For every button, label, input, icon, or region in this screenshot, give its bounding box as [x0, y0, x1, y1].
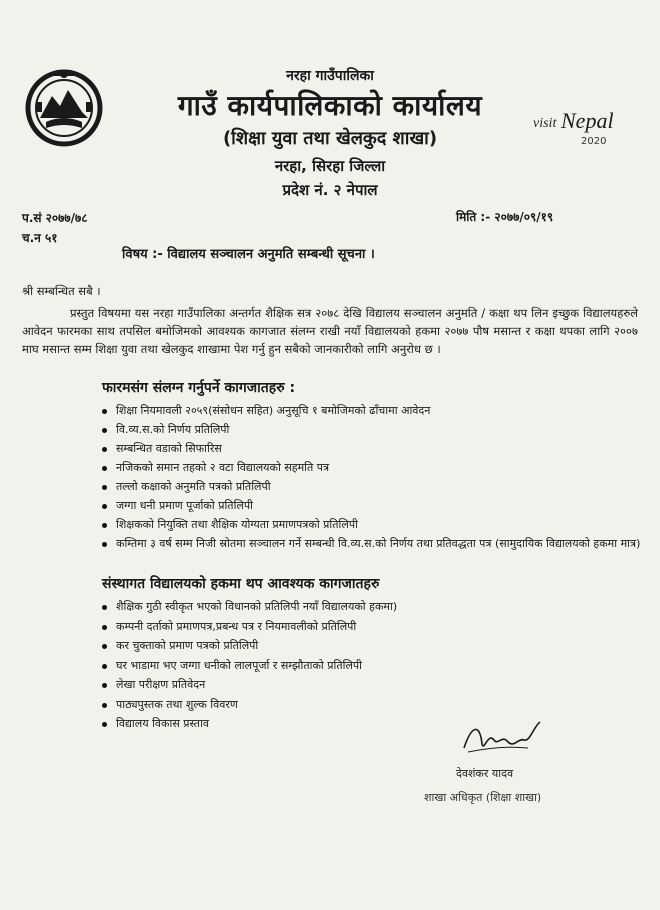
bullet-icon: [102, 504, 107, 509]
visit-nepal-word2: Nepal: [561, 108, 614, 133]
bullet-icon: [102, 485, 107, 490]
body-paragraph: प्रस्तुत विषयमा यस नरहा गाउँपालिका अन्तर्गत शैक्षिक सत्र २०७८ देखि विद्यालय सञ्चालन अनुमति / कक्षा थप लिन इच्छुक विद्यालयहरुले आवेदन फारमका साथ तपसिल बमोजिमको आवश्यक कागजात संलग्न राखी नयाँ विद्यालयको हकमा २०७७ पौष मसान्त र कक्षा थपका लागि २००७ माघ मसान्त सम्म शिक्षा युवा तथा खेलकुद शाखामा पेश गर्नु हुन सबैको जानकारीको लागि अनुरोध छ ।: [22, 306, 638, 356]
office-title: गाउँ कार्यपालिकाको कार्यालय: [177, 89, 483, 122]
section2-title: संस्थागत विद्यालयको हकमा थप आवश्यक कागजातहरु: [102, 576, 380, 592]
signature-scribble: [458, 718, 548, 758]
reference-block: [22, 208, 88, 248]
list-item: शैक्षिक गुठी स्वीकृत भएको विधानको प्रतिलिपी नयाँ विद्यालयको हकमा): [102, 600, 397, 620]
section1-list: [102, 404, 640, 565]
bullet-icon: [102, 644, 107, 649]
province-line: प्रदेश नं. २ नेपाल: [282, 181, 378, 199]
list-item: नजिकको समान तहको २ वटा विद्यालयको सहमति पत्र: [102, 461, 640, 480]
bullet-icon: [102, 466, 107, 471]
list-item: लेखा परीक्षण प्रतिवेदन: [102, 678, 397, 698]
bullet-icon: [102, 664, 107, 669]
bullet-icon: [102, 703, 107, 708]
bullet-icon: [102, 625, 107, 630]
dispatch-number: च.न ५१: [22, 231, 58, 245]
list-item: कम्पनी दर्ताको प्रमाणपत्र,प्रबन्ध पत्र र नियमावलीको प्रतिलिपी: [102, 620, 397, 640]
list-item: घर भाडामा भए जग्गा धनीको लालपूर्जा र सम्झौताको प्रतिलिपी: [102, 659, 397, 679]
list-item: जग्गा धनी प्रमाण पूर्जाको प्रतिलिपी: [102, 499, 640, 518]
list-item: विद्यालय विकास प्रस्ताव: [102, 717, 397, 737]
municipality-name: नरहा गाउँपालिका: [286, 68, 374, 84]
list-item: शिक्षकको नियुक्ति तथा शैक्षिक योग्यता प्रमाणपत्रको प्रतिलिपी: [102, 518, 640, 537]
bullet-icon: [102, 428, 107, 433]
bullet-icon: [102, 722, 107, 727]
district-line: नरहा, सिरहा जिल्ला: [274, 157, 386, 175]
bullet-icon: [102, 542, 107, 547]
list-item: कर चुक्ताको प्रमाण पत्रको प्रतिलिपी: [102, 639, 397, 659]
list-item: शिक्षा नियमावली २०५९(संसोधन सहित) अनुसूचि १ बमोजिमको ढाँचामा आवेदन: [102, 404, 640, 423]
letter-subject: विषय :- विद्यालय सञ्चालन अनुमति सम्बन्धी सूचना ।: [122, 247, 375, 262]
list-item: पाठ्यपुस्तक तथा शुल्क विवरण: [102, 698, 397, 718]
list-item: तल्लो कक्षाको अनुमति पत्रको प्रतिलिपी: [102, 480, 640, 499]
bullet-icon: [102, 683, 107, 688]
bullet-icon: [102, 605, 107, 610]
bullet-icon: [102, 447, 107, 452]
list-item: वि.व्य.स.को निर्णय प्रतिलिपी: [102, 423, 640, 442]
section2-list: [102, 600, 397, 737]
section1-title: फारमसंग संलग्न गर्नुपर्ने कागजातहरु :: [102, 380, 296, 396]
branch-title: (शिक्षा युवा तथा खेलकुद शाखा): [222, 128, 438, 149]
reference-number: प.सं २०७७/७८: [22, 211, 88, 225]
salutation: श्री सम्बन्धित सबै ।: [22, 284, 101, 298]
signatory-name: देवशंकर यादव: [456, 767, 514, 780]
letter-date: मिति :- २०७७/०९/१९: [456, 210, 554, 224]
bullet-icon: [102, 409, 107, 414]
visit-nepal-word1: visit: [533, 116, 557, 131]
list-item: सम्बन्धित वडाको सिफारिस: [102, 442, 640, 461]
bullet-icon: [102, 523, 107, 528]
visit-nepal-year: 2020: [581, 136, 607, 147]
signatory-title: शाखा अधिकृत (शिक्षा शाखा): [424, 791, 542, 804]
list-item: कम्तिमा ३ वर्ष सम्म निजी स्रोतमा सञ्चालन गर्ने सम्बन्धी वि.व्य.स.को निर्णय तथा प्रतिवद्धता पत्र (सामुदायिक विद्यालयको हकमा मात्र): [102, 537, 640, 565]
